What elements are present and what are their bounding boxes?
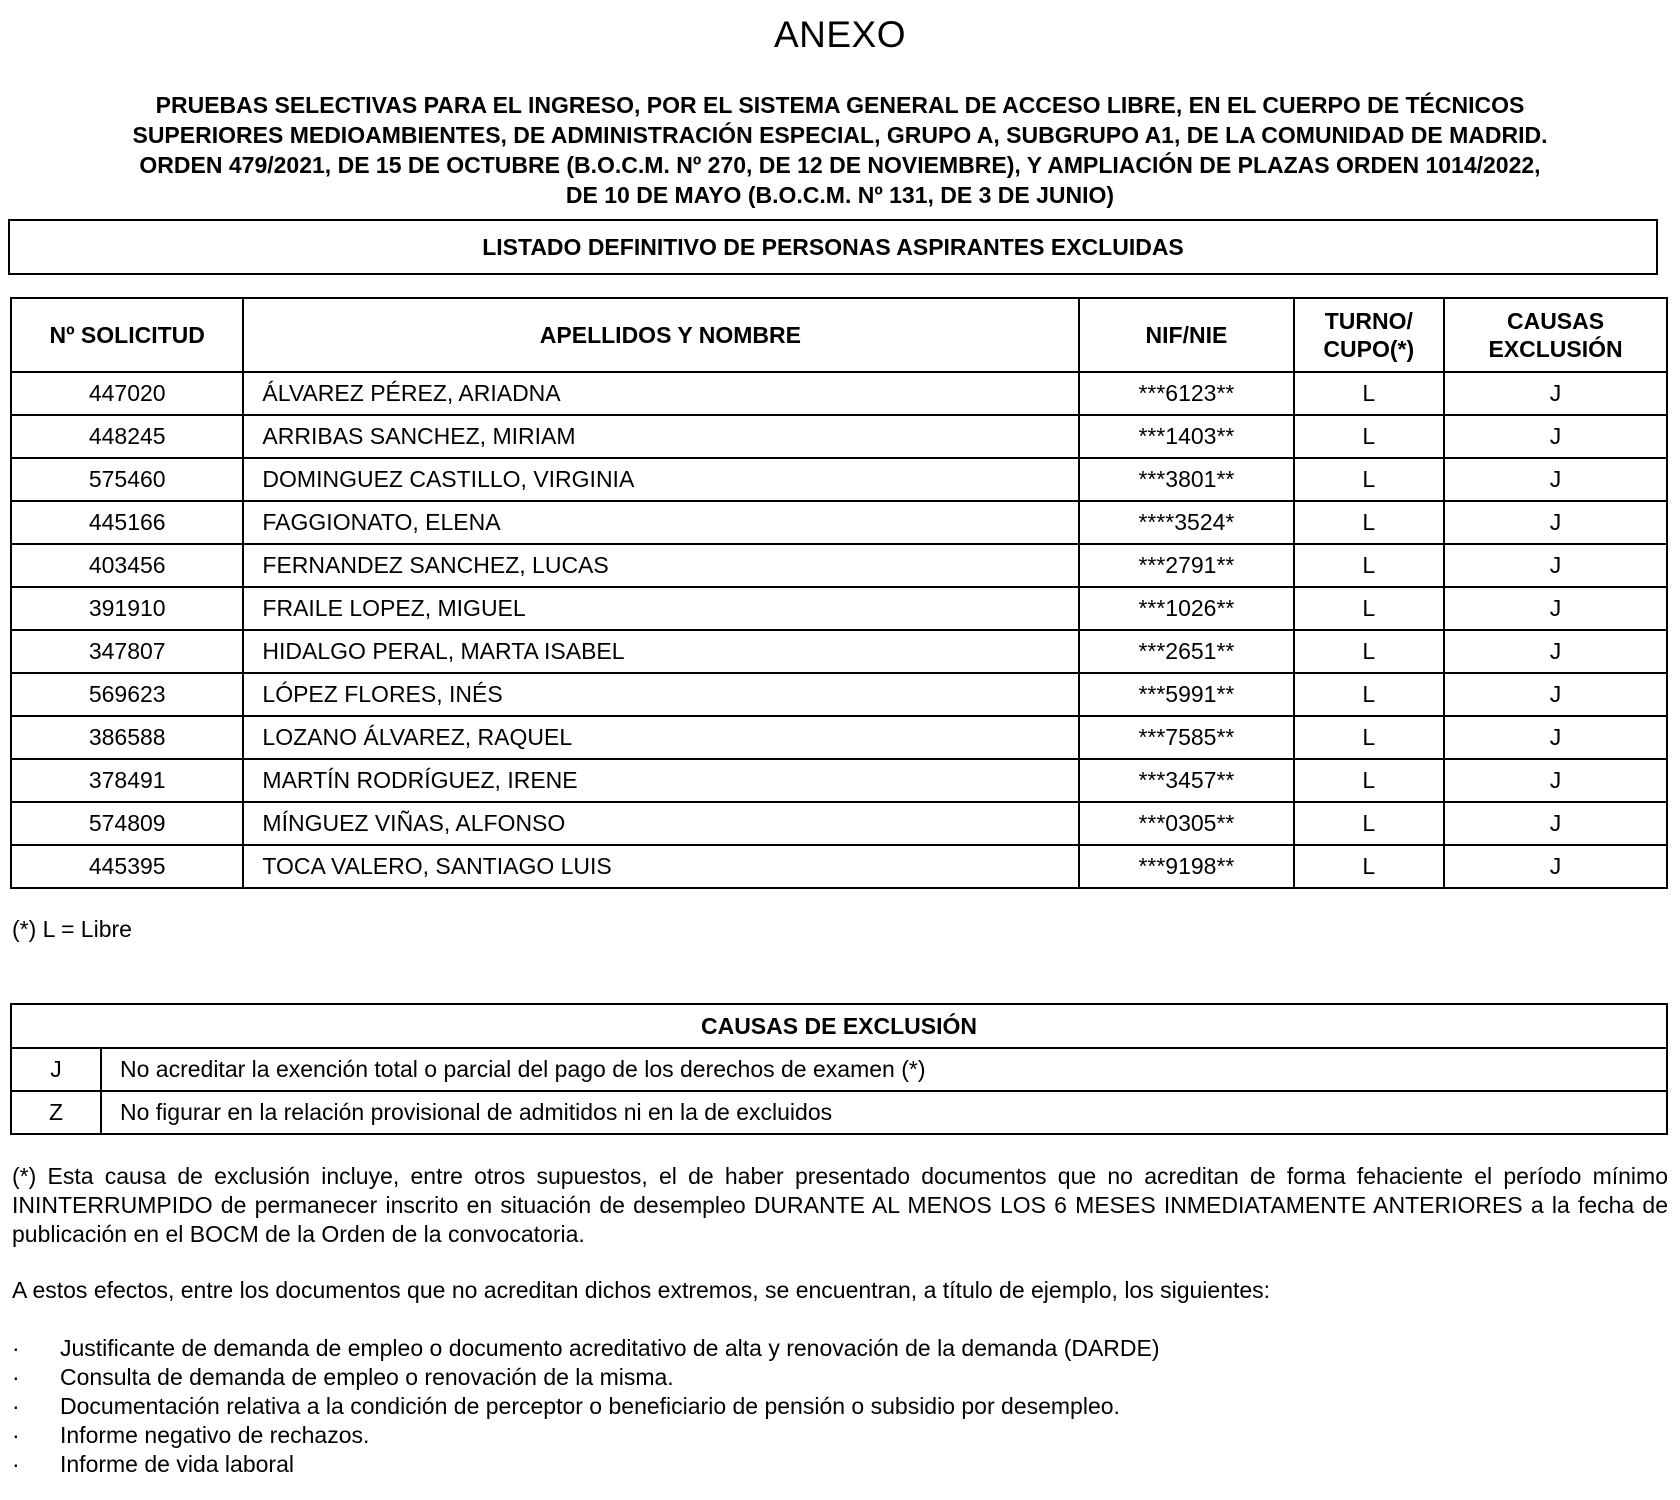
cell-causa: J <box>1444 501 1667 544</box>
cell-nombre: DOMINGUEZ CASTILLO, VIRGINIA <box>243 458 1079 501</box>
cell-solicitud: 447020 <box>11 372 243 415</box>
document-examples-list <box>12 1334 1668 1479</box>
applicant-rows <box>11 372 1667 888</box>
header-turno-line2: CUPO(*) <box>1323 336 1415 362</box>
list-title: LISTADO DEFINITIVO DE PERSONAS ASPIRANTES EXCLUIDAS <box>8 219 1658 275</box>
cell-causa: J <box>1444 759 1667 802</box>
table-row <box>11 587 1667 630</box>
cell-nombre: FAGGIONATO, ELENA <box>243 501 1079 544</box>
table-row <box>11 845 1667 888</box>
header-turno <box>1294 298 1445 372</box>
list-item-text: Justificante de demanda de empleo o documento acreditativo de alta y renovación de la demanda (DARDE) <box>60 1335 1160 1361</box>
cell-turno: L <box>1294 673 1445 716</box>
table-row <box>11 630 1667 673</box>
cell-turno: L <box>1294 587 1445 630</box>
bullet-icon: · <box>12 1364 20 1390</box>
header-nombre: APELLIDOS Y NOMBRE <box>243 298 1079 372</box>
list-item <box>12 1450 1668 1479</box>
table-row <box>11 716 1667 759</box>
cell-turno: L <box>1294 458 1445 501</box>
cell-solicitud: 575460 <box>11 458 243 501</box>
cell-nif: ***2791** <box>1079 544 1293 587</box>
heading-line: ORDEN 479/2021, DE 15 DE OCTUBRE (B.O.C.M. Nº 270, DE 12 DE NOVIEMBRE), Y AMPLIACIÓN DE PLAZAS ORDEN 1014/2022, <box>139 152 1541 178</box>
cell-turno: L <box>1294 372 1445 415</box>
cell-causa: J <box>1444 802 1667 845</box>
exclusion-causes-table <box>10 1003 1668 1135</box>
header-nif: NIF/NIE <box>1079 298 1293 372</box>
cell-solicitud: 386588 <box>11 716 243 759</box>
header-causas <box>1444 298 1667 372</box>
table-row <box>11 673 1667 716</box>
cause-rows <box>11 1048 1667 1134</box>
heading-line: PRUEBAS SELECTIVAS PARA EL INGRESO, POR EL SISTEMA GENERAL DE ACCESO LIBRE, EN EL CUERPO DE TÉCNICOS <box>155 92 1525 118</box>
cell-nif: ***2651** <box>1079 630 1293 673</box>
list-item-text: Documentación relativa a la condición de perceptor o beneficiario de pensión o subsidio por desempleo. <box>60 1393 1120 1419</box>
cell-turno: L <box>1294 501 1445 544</box>
cell-nif: ***9198** <box>1079 845 1293 888</box>
cell-causa: J <box>1444 372 1667 415</box>
table-header-row <box>11 298 1667 372</box>
cell-nif: ****3524* <box>1079 501 1293 544</box>
cell-solicitud: 347807 <box>11 630 243 673</box>
cause-row <box>11 1048 1667 1091</box>
cell-causa: J <box>1444 630 1667 673</box>
cell-nif: ***5991** <box>1079 673 1293 716</box>
cell-solicitud: 378491 <box>11 759 243 802</box>
cell-turno: L <box>1294 716 1445 759</box>
cell-nif: ***0305** <box>1079 802 1293 845</box>
cell-solicitud: 445395 <box>11 845 243 888</box>
excluded-applicants-table <box>10 297 1668 889</box>
heading-line: SUPERIORES MEDIOAMBIENTES, DE ADMINISTRACIÓN ESPECIAL, GRUPO A, SUBGRUPO A1, DE LA COMUNIDAD DE MADRID. <box>132 122 1548 148</box>
cause-description: No acreditar la exención total o parcial del pago de los derechos de examen (*) <box>101 1048 1667 1091</box>
table-row <box>11 802 1667 845</box>
bullet-icon: · <box>12 1422 20 1448</box>
cell-causa: J <box>1444 587 1667 630</box>
table-row <box>11 759 1667 802</box>
cell-causa: J <box>1444 673 1667 716</box>
cell-turno: L <box>1294 544 1445 587</box>
cell-nif: ***7585** <box>1079 716 1293 759</box>
cell-solicitud: 445166 <box>11 501 243 544</box>
cell-causa: J <box>1444 544 1667 587</box>
cell-turno: L <box>1294 845 1445 888</box>
cell-nif: ***6123** <box>1079 372 1293 415</box>
list-item <box>12 1421 1668 1450</box>
cause-row <box>11 1091 1667 1134</box>
table-row <box>11 544 1667 587</box>
cause-code: Z <box>11 1091 101 1134</box>
cause-code: J <box>11 1048 101 1091</box>
table-row <box>11 501 1667 544</box>
cell-nombre: ARRIBAS SANCHEZ, MIRIAM <box>243 415 1079 458</box>
list-item-text: Informe de vida laboral <box>60 1451 294 1477</box>
annex-title: ANEXO <box>773 14 907 55</box>
bullet-icon: · <box>12 1393 20 1419</box>
cell-nombre: FERNANDEZ SANCHEZ, LUCAS <box>243 544 1079 587</box>
list-item-text: Consulta de demanda de empleo o renovación de la misma. <box>60 1364 674 1390</box>
header-solicitud: Nº SOLICITUD <box>11 298 243 372</box>
list-item-text: Informe negativo de rechazos. <box>60 1422 370 1448</box>
header-causas-line1: CAUSAS <box>1506 308 1605 334</box>
cell-solicitud: 448245 <box>11 415 243 458</box>
cell-nombre: LÓPEZ FLORES, INÉS <box>243 673 1079 716</box>
cell-solicitud: 574809 <box>11 802 243 845</box>
header-turno-line1: TURNO/ <box>1324 308 1413 334</box>
cell-nif: ***3457** <box>1079 759 1293 802</box>
examples-intro: A estos efectos, entre los documentos que no acreditan dichos extremos, se encuentran, a título de ejemplo, los siguientes: <box>12 1277 1271 1303</box>
cell-causa: J <box>1444 415 1667 458</box>
cell-nombre: LOZANO ÁLVAREZ, RAQUEL <box>243 716 1079 759</box>
bullet-icon: · <box>12 1335 20 1361</box>
cell-nombre: MÍNGUEZ VIÑAS, ALFONSO <box>243 802 1079 845</box>
cell-solicitud: 403456 <box>11 544 243 587</box>
cell-nif: ***1403** <box>1079 415 1293 458</box>
causes-title: CAUSAS DE EXCLUSIÓN <box>11 1004 1667 1048</box>
cell-turno: L <box>1294 802 1445 845</box>
cell-nombre: ÁLVAREZ PÉREZ, ARIADNA <box>243 372 1079 415</box>
list-item <box>12 1392 1668 1421</box>
cell-causa: J <box>1444 458 1667 501</box>
cell-nombre: FRAILE LOPEZ, MIGUEL <box>243 587 1079 630</box>
cell-nif: ***3801** <box>1079 458 1293 501</box>
cell-turno: L <box>1294 630 1445 673</box>
bullet-icon: · <box>12 1451 20 1477</box>
cell-solicitud: 569623 <box>11 673 243 716</box>
cell-turno: L <box>1294 759 1445 802</box>
causes-header-row <box>11 1004 1667 1048</box>
table-row <box>11 415 1667 458</box>
cell-nombre: HIDALGO PERAL, MARTA ISABEL <box>243 630 1079 673</box>
cause-description: No figurar en la relación provisional de admitidos ni en la de excluidos <box>101 1091 1667 1134</box>
heading-line: DE 10 DE MAYO (B.O.C.M. Nº 131, DE 3 DE JUNIO) <box>565 182 1115 208</box>
table-row <box>11 372 1667 415</box>
cell-causa: J <box>1444 716 1667 759</box>
cell-causa: J <box>1444 845 1667 888</box>
table-row <box>11 458 1667 501</box>
footnote-paragraph: (*) Esta causa de exclusión incluye, entre otros supuestos, el de haber presentado documentos que no acreditan de forma fehaciente el período mínimo ININTERRUMPIDO de permanecer inscrito en situación de desempleo DURANTE AL MENOS LOS 6 MESES INMEDIATAMENTE ANTERIORES a la fecha de publicación en el BOCM de la Orden de la convocatoria. <box>12 1163 1668 1247</box>
cell-turno: L <box>1294 415 1445 458</box>
list-item <box>12 1363 1668 1392</box>
cell-solicitud: 391910 <box>11 587 243 630</box>
list-item <box>12 1334 1668 1363</box>
document-heading <box>40 90 1640 210</box>
cell-nif: ***1026** <box>1079 587 1293 630</box>
cell-nombre: TOCA VALERO, SANTIAGO LUIS <box>243 845 1079 888</box>
header-causas-line2: EXCLUSIÓN <box>1488 336 1623 362</box>
cell-nombre: MARTÍN RODRÍGUEZ, IRENE <box>243 759 1079 802</box>
turno-note: (*) L = Libre <box>12 916 132 942</box>
